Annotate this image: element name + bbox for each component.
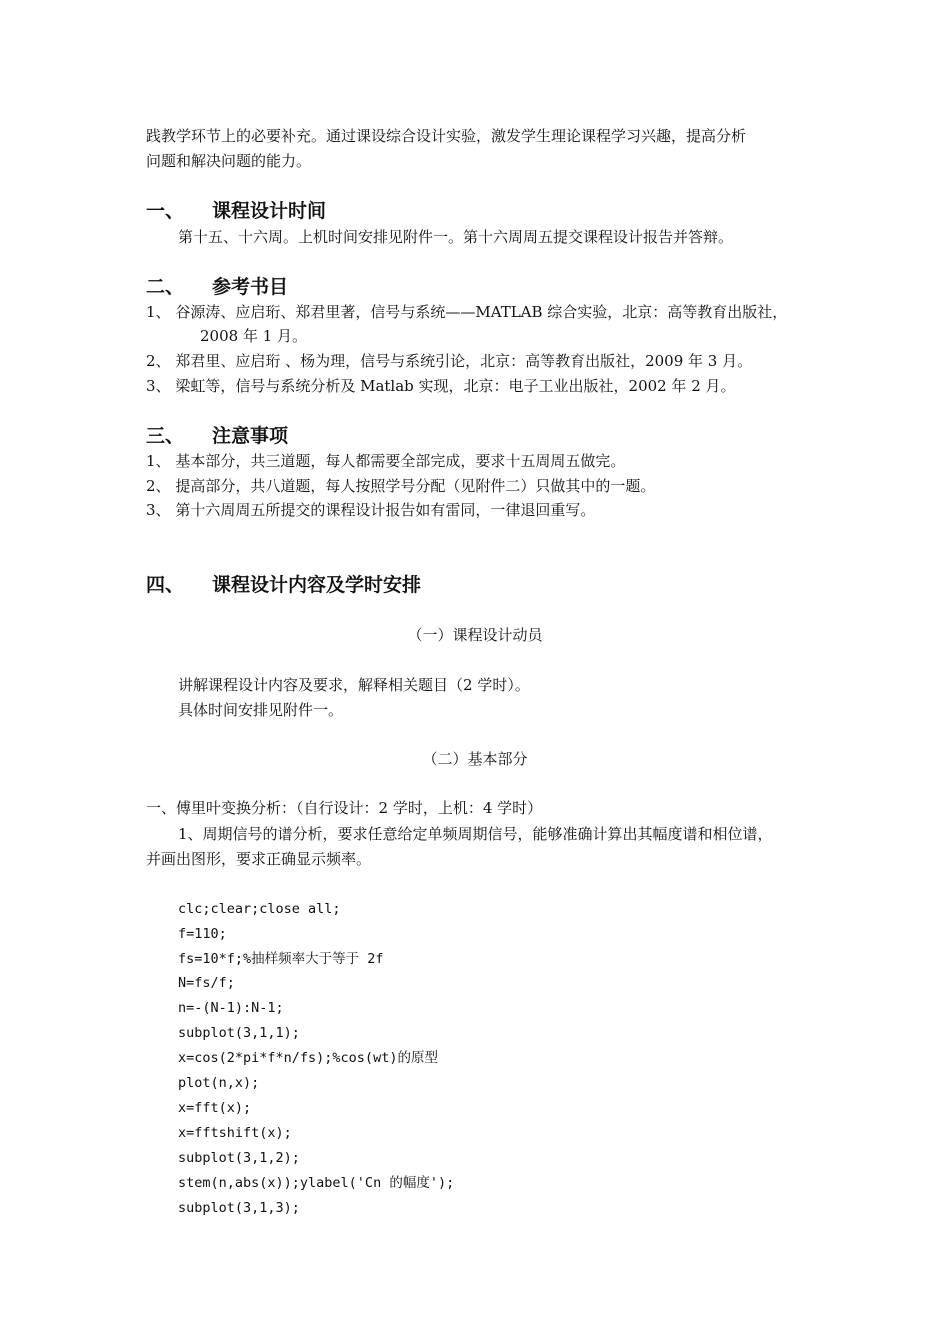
section-title: 课程设计内容及学时安排 bbox=[212, 574, 422, 596]
code-line: subplot(3,1,3); bbox=[178, 1200, 300, 1216]
task-description-line-2: 并画出图形，要求正确显示频率。 bbox=[146, 850, 372, 868]
note-text: 第十六周周五所提交的课程设计报告如有雷同，一律退回重写。 bbox=[175, 501, 596, 519]
code-line: subplot(3,1,1); bbox=[178, 1025, 300, 1041]
list-number: 2、 bbox=[146, 352, 171, 370]
code-line: subplot(3,1,2); bbox=[178, 1150, 300, 1166]
section-heading-references bbox=[146, 275, 288, 299]
reference-item-1-continued: 2008 年 1 月。 bbox=[200, 327, 308, 345]
section-title: 课程设计时间 bbox=[212, 200, 327, 222]
note-text: 提高部分，共八道题，每人按照学号分配（见附件二）只做其中的一题。 bbox=[175, 477, 656, 495]
kickoff-paragraph-1: 讲解课程设计内容及要求，解释相关题目（2 学时）。 bbox=[178, 676, 530, 694]
section-heading-notes bbox=[146, 424, 288, 448]
section-number: 四、 bbox=[146, 574, 185, 596]
code-line: x=cos(2*pi*f*n/fs);%cos(wt)的原型 bbox=[178, 1050, 438, 1066]
list-number: 2、 bbox=[146, 477, 171, 495]
code-line: n=-(N-1):N-1; bbox=[178, 1000, 284, 1016]
section-time-body: 第十五、十六周。上机时间安排见附件一。第十六周周五提交课程设计报告并答辩。 bbox=[178, 228, 734, 246]
intro-line-2: 问题和解决问题的能力。 bbox=[146, 152, 312, 170]
section-title: 注意事项 bbox=[212, 425, 289, 447]
note-text: 基本部分，共三道题，每人都需要全部完成，要求十五周周五做完。 bbox=[175, 452, 626, 470]
reference-text: 谷源涛、应启珩、郑君里著，信号与系统——MATLAB 综合实验，北京：高等教育出版社， bbox=[175, 303, 788, 321]
reference-text: 梁虹等，信号与系统分析及 Matlab 实现，北京：电子工业出版社，2002 年 2 月。 bbox=[175, 377, 736, 395]
reference-item-1 bbox=[146, 302, 787, 322]
section-number: 二、 bbox=[146, 276, 185, 298]
reference-item-2 bbox=[146, 351, 752, 371]
code-line: plot(n,x); bbox=[178, 1075, 260, 1091]
code-line: f=110; bbox=[178, 926, 227, 942]
list-number: 3、 bbox=[146, 501, 171, 519]
section-number: 三、 bbox=[146, 425, 185, 447]
code-line: N=fs/f; bbox=[178, 975, 235, 991]
code-line: x=fftshift(x); bbox=[178, 1125, 292, 1141]
section-heading-content bbox=[146, 573, 421, 597]
code-line: stem(n,abs(x));ylabel('Cn 的幅度'); bbox=[178, 1175, 455, 1191]
reference-text: 郑君里、应启珩 、杨为理，信号与系统引论，北京：高等教育出版社，2009 年 3 月。 bbox=[175, 352, 753, 370]
task-heading-fourier: 一、傅里叶变换分析：（自行设计：2 学时，上机：4 学时） bbox=[146, 799, 543, 817]
note-item-1 bbox=[146, 451, 625, 471]
subsection-title-basic: （二）基本部分 bbox=[422, 750, 528, 768]
note-item-3 bbox=[146, 500, 595, 520]
kickoff-paragraph-2: 具体时间安排见附件一。 bbox=[178, 701, 344, 719]
section-title: 参考书目 bbox=[212, 276, 289, 298]
section-number: 一、 bbox=[146, 200, 185, 222]
note-item-2 bbox=[146, 476, 655, 496]
list-number: 1、 bbox=[146, 303, 171, 321]
subsection-title-kickoff: （一）课程设计动员 bbox=[407, 626, 543, 644]
intro-line-1: 践教学环节上的必要补充。通过课设综合设计实验，激发学生理论课程学习兴趣，提高分析 bbox=[146, 127, 747, 145]
list-number: 1、 bbox=[146, 452, 171, 470]
task-description-line-1: 1、周期信号的谱分析，要求任意给定单频周期信号，能够准确计算出其幅度谱和相位谱， bbox=[178, 825, 773, 843]
code-line: fs=10*f;%抽样频率大于等于 2f bbox=[178, 951, 384, 967]
reference-item-3 bbox=[146, 376, 736, 396]
list-number: 3、 bbox=[146, 377, 171, 395]
section-heading-time bbox=[146, 199, 326, 223]
code-line: clc;clear;close all; bbox=[178, 901, 341, 917]
code-line: x=fft(x); bbox=[178, 1100, 252, 1116]
